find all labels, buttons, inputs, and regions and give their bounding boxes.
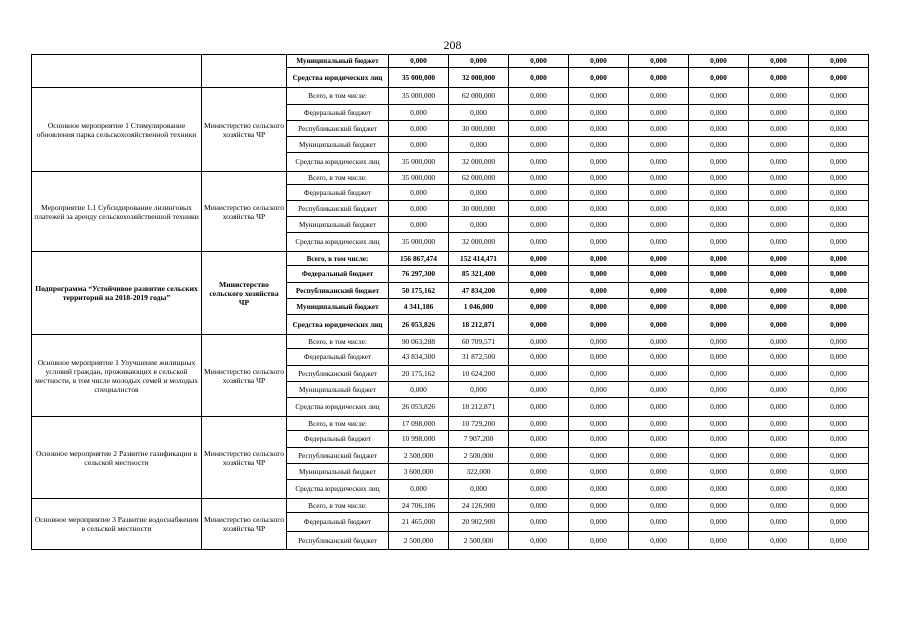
amount-cell: 0,000	[569, 382, 629, 398]
amount-cell: 0,000	[389, 201, 449, 217]
amount-cell: 0,000	[509, 185, 569, 201]
amount-cell: 0,000	[749, 499, 809, 513]
funding-source-cell: Муниципальный бюджет	[287, 55, 389, 68]
amount-cell: 0,000	[629, 335, 689, 349]
amount-cell: 26 053,826	[389, 315, 449, 335]
responsible-cell: Министерство сельского хозяйства ЧР	[202, 172, 287, 252]
responsible-cell: Министерство сельского хозяйства ЧР	[202, 417, 287, 499]
amount-cell: 2 500,000	[389, 448, 449, 464]
amount-cell: 0,000	[569, 480, 629, 499]
amount-cell: 21 465,000	[389, 513, 449, 532]
amount-cell: 0,000	[569, 499, 629, 513]
amount-cell: 0,000	[569, 185, 629, 201]
amount-cell: 0,000	[629, 366, 689, 382]
responsible-cell	[202, 55, 287, 88]
activity-name-cell: Основное мероприятие 1 Стимулирование обновления парка сельскохозяйственной техники	[32, 88, 202, 172]
amount-cell: 32 000,000	[449, 153, 509, 172]
amount-cell: 0,000	[389, 480, 449, 499]
amount-cell: 0,000	[509, 266, 569, 283]
amount-cell: 62 000,000	[449, 88, 509, 105]
funding-source-cell: Всего, в том числе:	[287, 88, 389, 105]
amount-cell: 0,000	[509, 217, 569, 233]
amount-cell: 0,000	[509, 201, 569, 217]
amount-cell: 0,000	[689, 68, 749, 88]
amount-cell: 0,000	[569, 349, 629, 366]
amount-cell: 0,000	[749, 121, 809, 137]
amount-cell: 0,000	[809, 55, 869, 68]
funding-source-cell: Муниципальный бюджет	[287, 137, 389, 153]
amount-cell: 32 000,000	[449, 233, 509, 252]
amount-cell: 0,000	[389, 217, 449, 233]
amount-cell: 0,000	[569, 464, 629, 480]
activity-name-cell: Подпрограмма “Устойчивое развитие сельских территорий на 2018-2019 годы”	[32, 252, 202, 335]
funding-source-cell: Средства юридических лиц	[287, 480, 389, 499]
amount-cell: 0,000	[509, 233, 569, 252]
activity-name-cell: Мероприятие 1.1 Субсидирование лизинговых платежей за аренду сельскохозяйственной техники	[32, 172, 202, 252]
amount-cell: 35 000,000	[389, 233, 449, 252]
amount-cell: 0,000	[569, 153, 629, 172]
amount-cell: 0,000	[509, 172, 569, 185]
funding-source-cell: Всего, в том числе:	[287, 417, 389, 431]
amount-cell: 0,000	[509, 499, 569, 513]
amount-cell: 0,000	[689, 283, 749, 299]
amount-cell: 0,000	[509, 153, 569, 172]
funding-source-cell: Федеральный бюджет	[287, 349, 389, 366]
amount-cell: 0,000	[749, 480, 809, 499]
amount-cell: 0,000	[569, 252, 629, 266]
amount-cell: 0,000	[569, 55, 629, 68]
amount-cell: 2 500,000	[449, 448, 509, 464]
funding-source-cell: Всего, в том числе:	[287, 335, 389, 349]
amount-cell: 7 907,200	[449, 431, 509, 448]
amount-cell: 0,000	[629, 266, 689, 283]
amount-cell: 0,000	[749, 366, 809, 382]
amount-cell: 50 175,162	[389, 283, 449, 299]
amount-cell: 0,000	[449, 480, 509, 499]
amount-cell: 0,000	[509, 137, 569, 153]
amount-cell: 24 706,186	[389, 499, 449, 513]
funding-source-cell: Муниципальный бюджет	[287, 464, 389, 480]
funding-source-cell: Федеральный бюджет	[287, 266, 389, 283]
amount-cell: 60 709,571	[449, 335, 509, 349]
amount-cell: 0,000	[689, 513, 749, 532]
amount-cell: 0,000	[809, 499, 869, 513]
amount-cell: 0,000	[689, 315, 749, 335]
funding-source-cell: Республиканский бюджет	[287, 448, 389, 464]
amount-cell: 0,000	[569, 233, 629, 252]
amount-cell: 0,000	[629, 349, 689, 366]
amount-cell: 0,000	[569, 172, 629, 185]
amount-cell: 10 729,200	[449, 417, 509, 431]
amount-cell: 2 500,000	[449, 532, 509, 550]
amount-cell: 0,000	[749, 315, 809, 335]
amount-cell: 0,000	[569, 121, 629, 137]
amount-cell: 4 341,186	[389, 299, 449, 315]
amount-cell: 0,000	[629, 233, 689, 252]
amount-cell: 0,000	[749, 217, 809, 233]
amount-cell: 0,000	[689, 366, 749, 382]
amount-cell: 0,000	[569, 448, 629, 464]
amount-cell: 0,000	[809, 266, 869, 283]
amount-cell: 0,000	[749, 105, 809, 121]
funding-source-cell: Всего, в том числе:	[287, 172, 389, 185]
funding-source-cell: Федеральный бюджет	[287, 431, 389, 448]
amount-cell: 0,000	[689, 448, 749, 464]
amount-cell: 0,000	[809, 335, 869, 349]
table-row	[32, 499, 869, 513]
amount-cell: 20 175,162	[389, 366, 449, 382]
amount-cell: 0,000	[569, 398, 629, 417]
amount-cell: 0,000	[749, 283, 809, 299]
amount-cell: 0,000	[809, 448, 869, 464]
amount-cell: 0,000	[749, 349, 809, 366]
amount-cell: 0,000	[689, 55, 749, 68]
amount-cell: 0,000	[509, 480, 569, 499]
amount-cell: 0,000	[509, 448, 569, 464]
funding-source-cell: Федеральный бюджет	[287, 185, 389, 201]
amount-cell: 0,000	[809, 398, 869, 417]
amount-cell: 0,000	[509, 417, 569, 431]
amount-cell: 0,000	[689, 201, 749, 217]
amount-cell: 0,000	[749, 464, 809, 480]
amount-cell: 0,000	[809, 252, 869, 266]
amount-cell: 0,000	[509, 532, 569, 550]
activity-name-cell: Основное мероприятие 3 Развитие водоснабжения в сельской местности	[32, 499, 202, 550]
amount-cell: 0,000	[809, 349, 869, 366]
amount-cell: 0,000	[629, 105, 689, 121]
amount-cell: 0,000	[509, 105, 569, 121]
amount-cell: 0,000	[689, 499, 749, 513]
amount-cell: 156 867,474	[389, 252, 449, 266]
amount-cell: 0,000	[809, 233, 869, 252]
funding-source-cell: Республиканский бюджет	[287, 201, 389, 217]
funding-source-cell: Республиканский бюджет	[287, 366, 389, 382]
amount-cell: 0,000	[749, 417, 809, 431]
amount-cell: 47 834,200	[449, 283, 509, 299]
amount-cell: 3 600,000	[389, 464, 449, 480]
amount-cell: 0,000	[809, 185, 869, 201]
amount-cell: 0,000	[749, 266, 809, 283]
amount-cell: 0,000	[509, 121, 569, 137]
amount-cell: 0,000	[629, 315, 689, 335]
funding-source-cell: Республиканский бюджет	[287, 121, 389, 137]
amount-cell: 0,000	[689, 382, 749, 398]
amount-cell: 0,000	[689, 398, 749, 417]
amount-cell: 0,000	[689, 153, 749, 172]
amount-cell: 0,000	[689, 185, 749, 201]
amount-cell: 0,000	[509, 299, 569, 315]
amount-cell: 0,000	[749, 233, 809, 252]
funding-source-cell: Федеральный бюджет	[287, 513, 389, 532]
amount-cell: 0,000	[629, 88, 689, 105]
table-row	[32, 172, 869, 185]
funding-source-cell: Средства юридических лиц	[287, 233, 389, 252]
amount-cell: 0,000	[569, 299, 629, 315]
amount-cell: 30 000,000	[449, 201, 509, 217]
amount-cell: 0,000	[629, 137, 689, 153]
amount-cell: 0,000	[749, 137, 809, 153]
amount-cell: 0,000	[809, 299, 869, 315]
amount-cell: 0,000	[809, 513, 869, 532]
amount-cell: 0,000	[629, 55, 689, 68]
amount-cell: 0,000	[569, 105, 629, 121]
amount-cell: 0,000	[629, 464, 689, 480]
amount-cell: 0,000	[509, 349, 569, 366]
amount-cell: 0,000	[629, 448, 689, 464]
amount-cell: 0,000	[749, 513, 809, 532]
responsible-cell: Министерство сельского хозяйства ЧР	[202, 499, 287, 550]
amount-cell: 0,000	[749, 201, 809, 217]
amount-cell: 0,000	[509, 315, 569, 335]
amount-cell: 0,000	[509, 88, 569, 105]
amount-cell: 152 414,471	[449, 252, 509, 266]
responsible-cell: Министерство сельского хозяйства ЧР	[202, 335, 287, 417]
amount-cell: 90 063,288	[389, 335, 449, 349]
funding-source-cell: Всего, в том числе:	[287, 499, 389, 513]
amount-cell: 43 834,300	[389, 349, 449, 366]
amount-cell: 0,000	[809, 68, 869, 88]
amount-cell: 0,000	[689, 480, 749, 499]
funding-source-cell: Средства юридических лиц	[287, 68, 389, 88]
amount-cell: 31 872,500	[449, 349, 509, 366]
amount-cell: 0,000	[569, 88, 629, 105]
amount-cell: 0,000	[749, 299, 809, 315]
funding-source-cell: Средства юридических лиц	[287, 315, 389, 335]
amount-cell: 0,000	[809, 121, 869, 137]
amount-cell: 0,000	[629, 398, 689, 417]
amount-cell: 0,000	[809, 532, 869, 550]
amount-cell: 18 212,871	[449, 398, 509, 417]
funding-source-cell: Муниципальный бюджет	[287, 299, 389, 315]
amount-cell: 32 000,000	[449, 68, 509, 88]
amount-cell: 10 624,200	[449, 366, 509, 382]
amount-cell: 0,000	[629, 217, 689, 233]
amount-cell: 0,000	[569, 217, 629, 233]
amount-cell: 0,000	[809, 137, 869, 153]
amount-cell: 0,000	[749, 88, 809, 105]
amount-cell: 0,000	[689, 464, 749, 480]
amount-cell: 0,000	[629, 499, 689, 513]
amount-cell: 0,000	[569, 417, 629, 431]
amount-cell: 0,000	[569, 513, 629, 532]
amount-cell: 0,000	[509, 366, 569, 382]
amount-cell: 0,000	[569, 266, 629, 283]
amount-cell: 0,000	[449, 185, 509, 201]
amount-cell: 0,000	[689, 137, 749, 153]
page-number: 208	[443, 38, 462, 52]
amount-cell: 0,000	[629, 252, 689, 266]
amount-cell: 0,000	[569, 366, 629, 382]
amount-cell: 1 046,000	[449, 299, 509, 315]
amount-cell: 0,000	[449, 137, 509, 153]
table-row	[32, 417, 869, 431]
table-row	[32, 252, 869, 266]
amount-cell: 0,000	[809, 105, 869, 121]
amount-cell: 0,000	[509, 513, 569, 532]
amount-cell: 76 297,300	[389, 266, 449, 283]
amount-cell: 0,000	[629, 417, 689, 431]
amount-cell: 0,000	[749, 252, 809, 266]
amount-cell: 0,000	[629, 201, 689, 217]
amount-cell: 0,000	[569, 532, 629, 550]
amount-cell: 35 000,000	[389, 153, 449, 172]
activity-name-cell	[32, 55, 202, 88]
amount-cell: 0,000	[809, 480, 869, 499]
funding-source-cell: Муниципальный бюджет	[287, 217, 389, 233]
amount-cell: 0,000	[749, 153, 809, 172]
amount-cell: 35 000,000	[389, 172, 449, 185]
amount-cell: 0,000	[749, 532, 809, 550]
amount-cell: 0,000	[809, 201, 869, 217]
amount-cell: 0,000	[509, 335, 569, 349]
amount-cell: 0,000	[689, 266, 749, 283]
amount-cell: 0,000	[749, 398, 809, 417]
amount-cell: 0,000	[509, 68, 569, 88]
amount-cell: 0,000	[689, 252, 749, 266]
amount-cell: 26 053,826	[389, 398, 449, 417]
amount-cell: 2 500,000	[389, 532, 449, 550]
amount-cell: 0,000	[809, 315, 869, 335]
amount-cell: 0,000	[809, 382, 869, 398]
amount-cell: 0,000	[629, 283, 689, 299]
activity-name-cell: Основное мероприятие 1 Улучшение жилищных условий граждан, проживающих в сельской местности, в том числе молодых семей и молодых специалистов	[32, 335, 202, 417]
amount-cell: 0,000	[809, 283, 869, 299]
amount-cell: 0,000	[809, 172, 869, 185]
amount-cell: 0,000	[629, 431, 689, 448]
amount-cell: 0,000	[509, 382, 569, 398]
funding-source-cell: Средства юридических лиц	[287, 398, 389, 417]
amount-cell: 0,000	[689, 233, 749, 252]
amount-cell: 0,000	[509, 252, 569, 266]
amount-cell: 0,000	[809, 153, 869, 172]
amount-cell: 0,000	[689, 299, 749, 315]
amount-cell: 0,000	[809, 366, 869, 382]
amount-cell: 0,000	[689, 532, 749, 550]
amount-cell: 0,000	[629, 532, 689, 550]
responsible-cell: Министерство сельского хозяйства ЧР	[202, 252, 287, 335]
amount-cell: 0,000	[569, 201, 629, 217]
amount-cell: 0,000	[689, 105, 749, 121]
amount-cell: 0,000	[629, 153, 689, 172]
amount-cell: 0,000	[749, 448, 809, 464]
amount-cell: 0,000	[389, 382, 449, 398]
responsible-cell: Министерство сельского хозяйства ЧР	[202, 88, 287, 172]
amount-cell: 0,000	[749, 382, 809, 398]
amount-cell: 0,000	[629, 68, 689, 88]
amount-cell: 30 000,000	[449, 121, 509, 137]
amount-cell: 0,000	[569, 137, 629, 153]
amount-cell: 0,000	[569, 335, 629, 349]
amount-cell: 0,000	[629, 513, 689, 532]
amount-cell: 35 000,000	[389, 68, 449, 88]
table-row	[32, 55, 869, 68]
amount-cell: 0,000	[809, 88, 869, 105]
funding-source-cell: Всего, в том числе:	[287, 252, 389, 266]
amount-cell: 0,000	[749, 172, 809, 185]
amount-cell: 0,000	[449, 217, 509, 233]
funding-source-cell: Республиканский бюджет	[287, 283, 389, 299]
amount-cell: 20 902,900	[449, 513, 509, 532]
amount-cell: 0,000	[389, 55, 449, 68]
amount-cell: 0,000	[749, 68, 809, 88]
amount-cell: 0,000	[569, 68, 629, 88]
amount-cell: 62 000,000	[449, 172, 509, 185]
amount-cell: 85 321,400	[449, 266, 509, 283]
amount-cell: 0,000	[689, 121, 749, 137]
amount-cell: 0,000	[509, 398, 569, 417]
amount-cell: 10 998,000	[389, 431, 449, 448]
amount-cell: 0,000	[629, 185, 689, 201]
table-row	[32, 335, 869, 349]
amount-cell: 0,000	[689, 335, 749, 349]
amount-cell: 0,000	[749, 185, 809, 201]
amount-cell: 0,000	[689, 349, 749, 366]
amount-cell: 0,000	[389, 137, 449, 153]
amount-cell: 0,000	[749, 335, 809, 349]
amount-cell: 0,000	[809, 217, 869, 233]
activity-name-cell: Основное мероприятие 2 Развитие газификации в сельской местности	[32, 417, 202, 499]
amount-cell: 24 126,900	[449, 499, 509, 513]
amount-cell: 0,000	[569, 315, 629, 335]
amount-cell: 17 098,000	[389, 417, 449, 431]
amount-cell: 0,000	[509, 464, 569, 480]
amount-cell: 0,000	[449, 105, 509, 121]
budget-table	[31, 54, 869, 550]
amount-cell: 0,000	[809, 464, 869, 480]
amount-cell: 0,000	[749, 55, 809, 68]
amount-cell: 0,000	[629, 299, 689, 315]
amount-cell: 0,000	[389, 185, 449, 201]
amount-cell: 0,000	[689, 431, 749, 448]
amount-cell: 0,000	[389, 121, 449, 137]
amount-cell: 0,000	[449, 382, 509, 398]
amount-cell: 18 212,871	[449, 315, 509, 335]
funding-source-cell: Муниципальный бюджет	[287, 382, 389, 398]
amount-cell: 0,000	[689, 417, 749, 431]
amount-cell: 0,000	[689, 217, 749, 233]
amount-cell: 0,000	[689, 88, 749, 105]
amount-cell: 0,000	[569, 283, 629, 299]
amount-cell: 322,000	[449, 464, 509, 480]
amount-cell: 0,000	[509, 283, 569, 299]
amount-cell: 0,000	[509, 55, 569, 68]
amount-cell: 0,000	[809, 417, 869, 431]
funding-source-cell: Средства юридических лиц	[287, 153, 389, 172]
amount-cell: 0,000	[449, 55, 509, 68]
funding-source-cell: Федеральный бюджет	[287, 105, 389, 121]
amount-cell: 0,000	[629, 121, 689, 137]
amount-cell: 0,000	[389, 105, 449, 121]
amount-cell: 0,000	[509, 431, 569, 448]
funding-source-cell: Республиканский бюджет	[287, 532, 389, 550]
amount-cell: 0,000	[689, 172, 749, 185]
amount-cell: 0,000	[629, 480, 689, 499]
amount-cell: 35 000,000	[389, 88, 449, 105]
amount-cell: 0,000	[749, 431, 809, 448]
amount-cell: 0,000	[629, 172, 689, 185]
amount-cell: 0,000	[629, 382, 689, 398]
amount-cell: 0,000	[809, 431, 869, 448]
table-row	[32, 88, 869, 105]
amount-cell: 0,000	[569, 431, 629, 448]
